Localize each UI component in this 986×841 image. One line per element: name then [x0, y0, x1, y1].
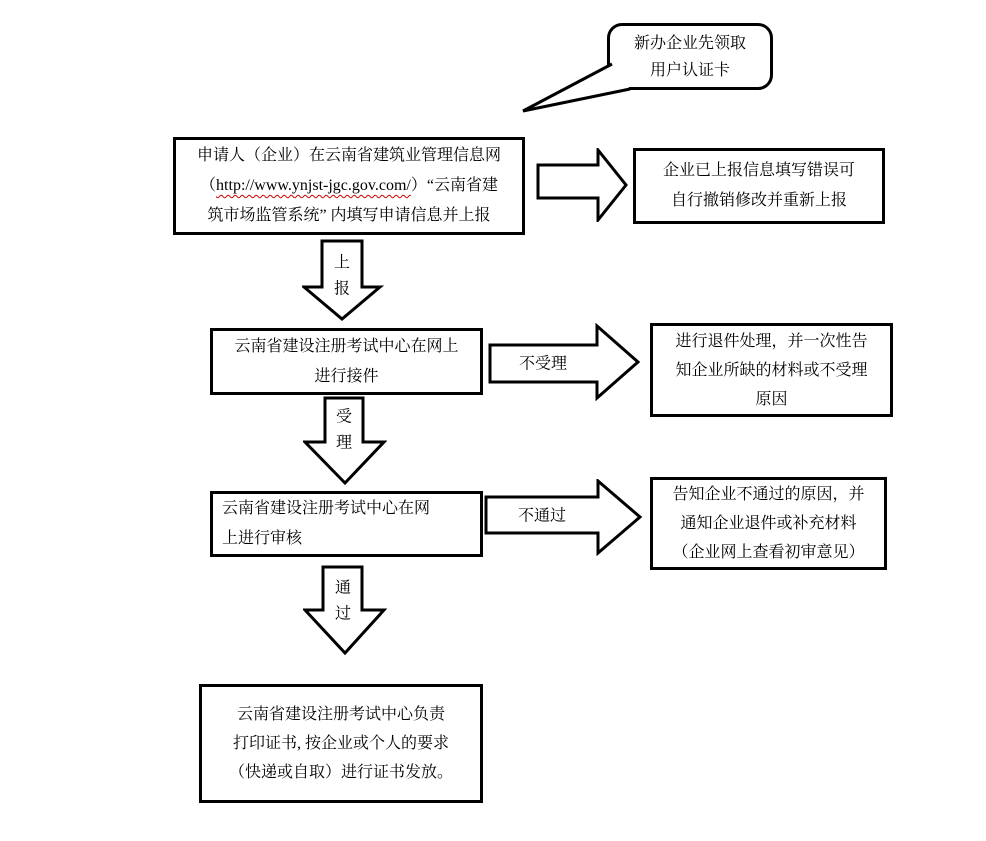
box-line: 自行撤销修改并重新上报	[670, 192, 847, 209]
arrow-revise-right	[536, 148, 630, 222]
box-online-receive	[210, 328, 483, 395]
box-line: 云南省建设注册考试中心负责	[236, 706, 445, 723]
box-line: 原因	[755, 390, 788, 408]
arrow-label-char: 通	[334, 579, 352, 597]
callout-tail	[515, 55, 660, 121]
box-line: 云南省建设注册考试中心在网	[222, 500, 431, 517]
box-line: （企业网上查看初审意见）	[672, 544, 865, 561]
box-line: 云南省建设注册考试中心在网上	[234, 337, 459, 355]
box-line: 进行接件	[314, 367, 379, 385]
arrow-label-char: 报	[333, 280, 351, 298]
url-prefix: （	[200, 177, 217, 194]
right-arrow-icon	[538, 150, 626, 220]
box-line	[176, 171, 522, 201]
box-line: 进行退件处理，并一次性告	[675, 332, 868, 350]
box-apply-online	[173, 137, 525, 235]
box-line: 通知企业退件或补充材料	[680, 515, 857, 532]
arrow-not-accepted	[487, 323, 641, 401]
box-line: 打印证书, 按企业或个人的要求	[232, 735, 449, 752]
url-suffix: ）“云南省建	[410, 177, 498, 194]
box-online-review	[210, 491, 483, 557]
box-line: 企业已上报信息填写错误可	[662, 162, 855, 179]
arrow-label-char: 上	[333, 254, 351, 272]
arrow-label-char: 过	[334, 605, 352, 623]
box-issue-certificate	[199, 684, 483, 803]
arrow-label-char: 理	[335, 434, 353, 452]
box-line: 筑市场监管系统” 内填写申请信息并上报	[207, 207, 491, 224]
arrow-label: 不通过	[517, 507, 567, 525]
arrow-submit-down	[302, 239, 384, 322]
box-line: （快递或自取）进行证书发放。	[228, 764, 453, 781]
arrow-passed-down	[303, 565, 387, 656]
arrow-accepted-down	[303, 396, 387, 486]
callout-line: 用户认证卡	[649, 61, 730, 79]
box-line: 知企业所缺的材料或不受理	[675, 361, 868, 379]
callout-line: 新办企业先领取	[633, 34, 746, 52]
box-line: 申请人（企业）在云南省建筑业管理信息网	[196, 147, 501, 164]
box-return-processing	[650, 323, 893, 417]
box-notify-failure	[650, 477, 887, 570]
box-line: 上进行审核	[222, 530, 303, 547]
arrow-label: 不受理	[518, 355, 568, 373]
arrow-not-passed	[484, 479, 643, 556]
box-line: 告知企业不通过的原因，并	[672, 486, 865, 503]
arrow-label-char: 受	[335, 408, 353, 426]
url-text: http://www.ynjst-jgc.gov.com/	[216, 177, 411, 194]
box-revise-resubmit	[633, 148, 885, 224]
